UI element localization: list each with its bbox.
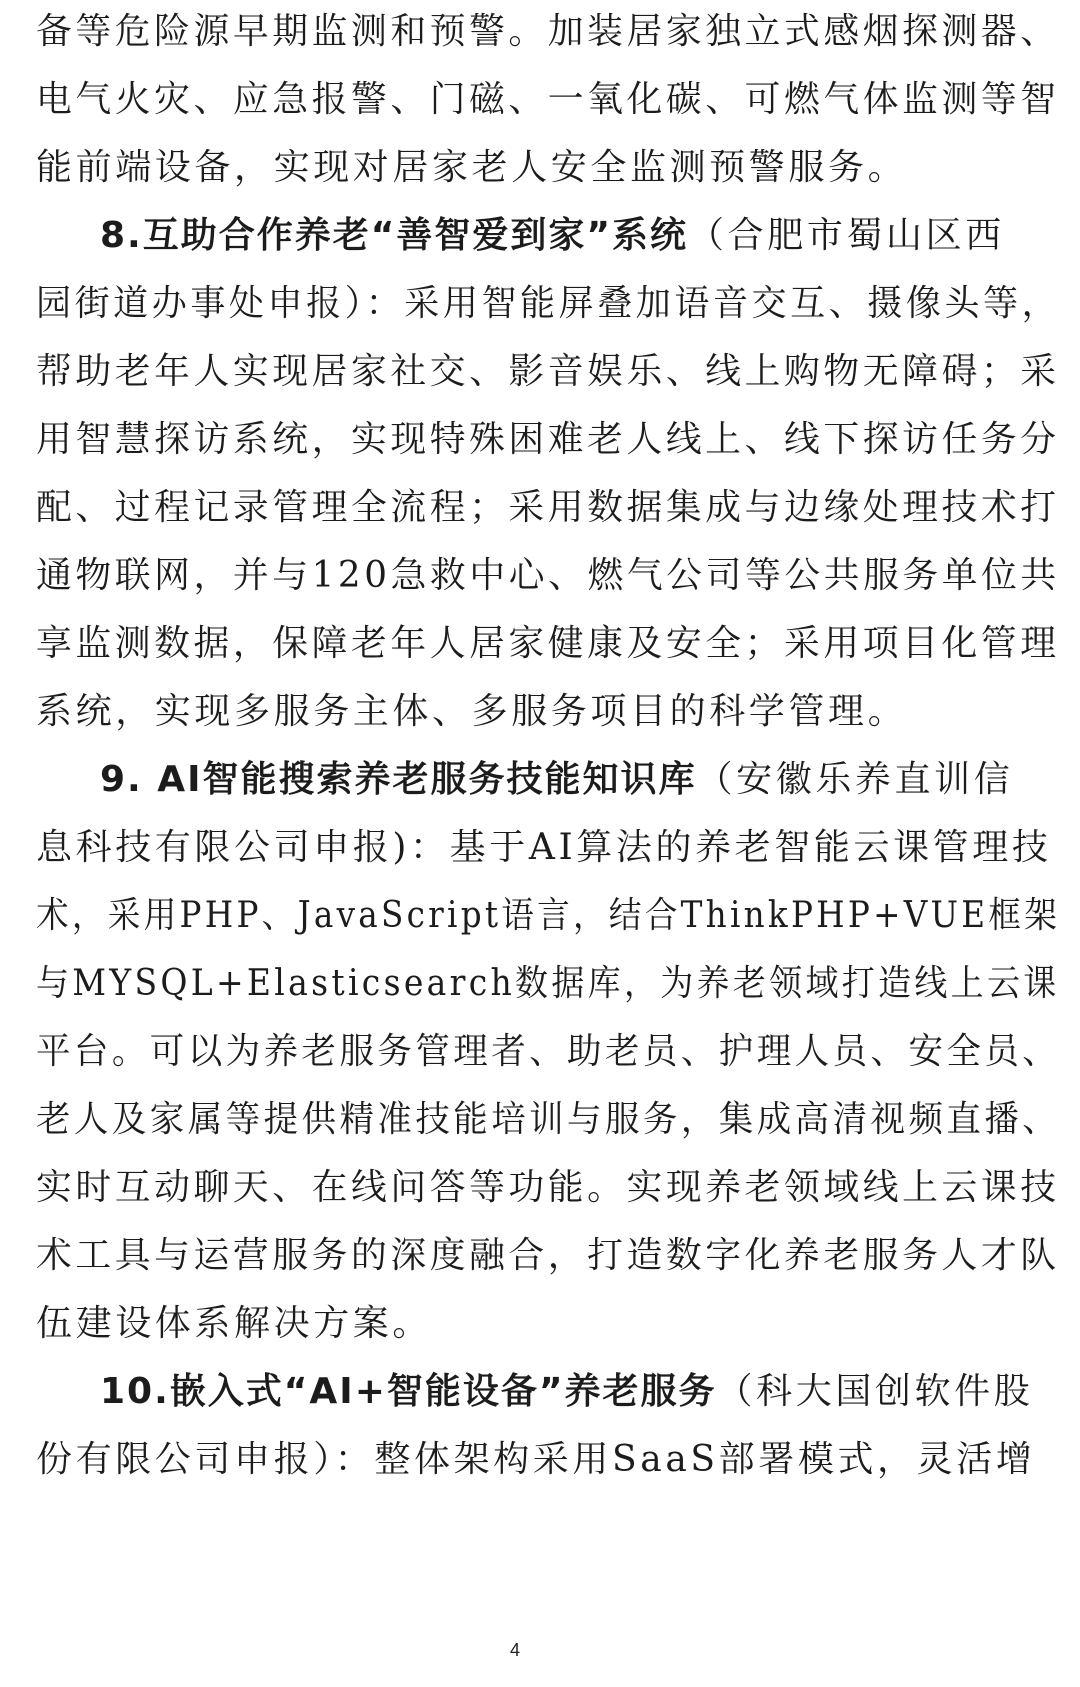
text-line: 术工具与运营服务的深度融合，打造数字化养老服务人才队 bbox=[36, 1235, 1060, 1276]
text-line: 备等危险源早期监测和预警。加装居家独立式感烟探测器、 bbox=[36, 11, 1060, 52]
text-line: 与MYSQL+Elasticsearch数据库，为养老领域打造线上云课 bbox=[36, 963, 1060, 1004]
item-9-tail: （安徽乐养直训信 bbox=[696, 759, 1014, 800]
item-8-tail: （合肥市蜀山区西 bbox=[688, 215, 1005, 256]
text-line: 配、过程记录管理全流程；采用数据集成与边缘处理技术打 bbox=[36, 487, 1060, 528]
text-line: 帮助老年人实现居家社交、影音娱乐、线上购物无障碍；采 bbox=[36, 351, 1060, 392]
text-line: 系统，实现多服务主体、多服务项目的科学管理。 bbox=[36, 691, 908, 732]
item-10-heading: 10.嵌入式“AI+智能设备”养老服务 bbox=[100, 1371, 717, 1412]
text-line: 术，采用PHP、JavaScript语言，结合ThinkPHP+VUE框架 bbox=[36, 895, 1061, 936]
text-line: 电气火灾、应急报警、门磁、一氧化碳、可燃气体监测等智 bbox=[36, 79, 1060, 120]
item-10-line bbox=[100, 1370, 1033, 1414]
text-line: 份有限公司申报）：整体架构采用SaaS部署模式，灵活增 bbox=[36, 1439, 1036, 1480]
page-number: 4 bbox=[509, 1640, 520, 1660]
text-line: 老人及家属等提供精准技能培训与服务，集成高清视频直播、 bbox=[36, 1099, 1061, 1140]
item-8-heading: 8.互助合作养老“善智爱到家”系统 bbox=[100, 215, 689, 256]
text-line: 通物联网，并与120急救中心、燃气公司等公共服务单位共 bbox=[36, 555, 1060, 596]
item-9-heading: 9. AI智能搜索养老服务技能知识库 bbox=[100, 759, 697, 800]
item-10-tail: （科大国创软件股 bbox=[716, 1371, 1034, 1412]
text-line: 园街道办事处申报）：采用智能屏叠加语音交互、摄像头等， bbox=[36, 283, 1061, 324]
text-line: 实时互动聊天、在线问答等功能。实现养老领域线上云课技 bbox=[36, 1167, 1060, 1208]
item-9-line bbox=[100, 758, 1013, 802]
text-line: 伍建设体系解决方案。 bbox=[36, 1303, 433, 1344]
text-line: 息科技有限公司申报)：基于AI算法的养老智能云课管理技 bbox=[36, 827, 1052, 868]
text-line: 能前端设备，实现对居家老人安全监测预警服务。 bbox=[36, 147, 908, 188]
text-line: 平台。可以为养老服务管理者、助老员、护理人员、安全员、 bbox=[36, 1031, 1061, 1072]
text-line: 用智慧探访系统，实现特殊困难老人线上、线下探访任务分 bbox=[36, 419, 1060, 460]
item-8-line bbox=[100, 214, 1005, 258]
text-line: 享监测数据，保障老年人居家健康及安全；采用项目化管理 bbox=[36, 623, 1060, 664]
